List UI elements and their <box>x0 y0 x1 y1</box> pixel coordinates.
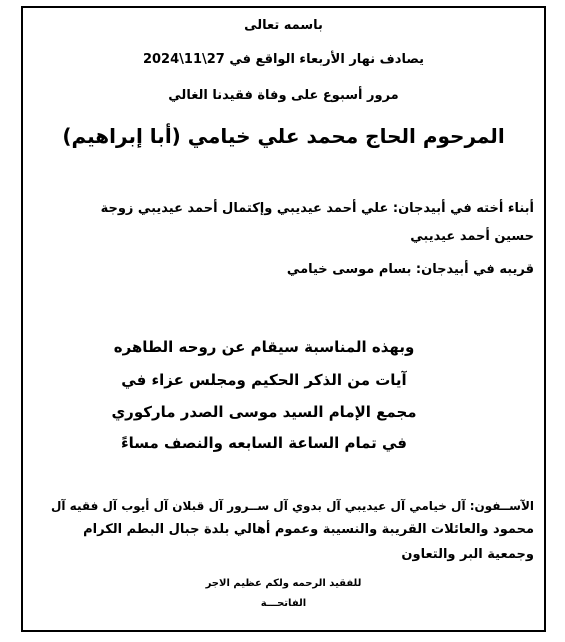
mourners-line-2: محمود والعائلات القريبة والنسيبة وعموم أهالي بلدة جبال البطم الكرام <box>83 522 534 537</box>
sisters-children-line-1: أبناء أخته في أبيدجان: علي أحمد عيديبي وإكتمال أحمد عيديبي زوجة <box>100 201 534 216</box>
occasion-line: مرور أسبوع على وفاة فقيدنا الغالي <box>168 88 399 103</box>
sisters-children-line-2: حسين أحمد عيديبي <box>410 229 534 244</box>
relative-line: قريبه في أبيدجان: بسام موسى خيامي <box>286 262 534 277</box>
mourners-line-1: الآســفون: آل خيامي آل عيديبي آل بدوي آل ســرور آل قبلان آل أيوب آل فقيه آل <box>50 499 534 513</box>
date-line: يصادف نهار الأربعاء الواقع في 27\11\2024 <box>142 52 425 67</box>
ceremony-line-1: وبهذه المناسبة سيقام عن روحه الطاهره <box>113 338 415 356</box>
ceremony-line-3: مجمع الإمام السيد موسى الصدر ماركوري <box>111 403 417 421</box>
ceremony-line-2: آيات من الذكر الحكيم ومجلس عزاء في <box>121 371 407 389</box>
mourners-line-3: وجمعية البر والتعاون <box>401 547 534 562</box>
fatiha-line: الفاتحـــة <box>260 598 307 609</box>
condolence-line: للفقيد الرحمه ولكم عظيم الاجر <box>205 578 362 589</box>
basmala-heading: باسمه تعالى <box>244 18 323 33</box>
notice-frame <box>21 6 546 632</box>
deceased-name: المرحوم الحاج محمد علي خيامي (أبا إبراهيم) <box>62 124 505 148</box>
ceremony-line-4: في تمام الساعة السابعه والنصف مساءً <box>120 434 408 452</box>
